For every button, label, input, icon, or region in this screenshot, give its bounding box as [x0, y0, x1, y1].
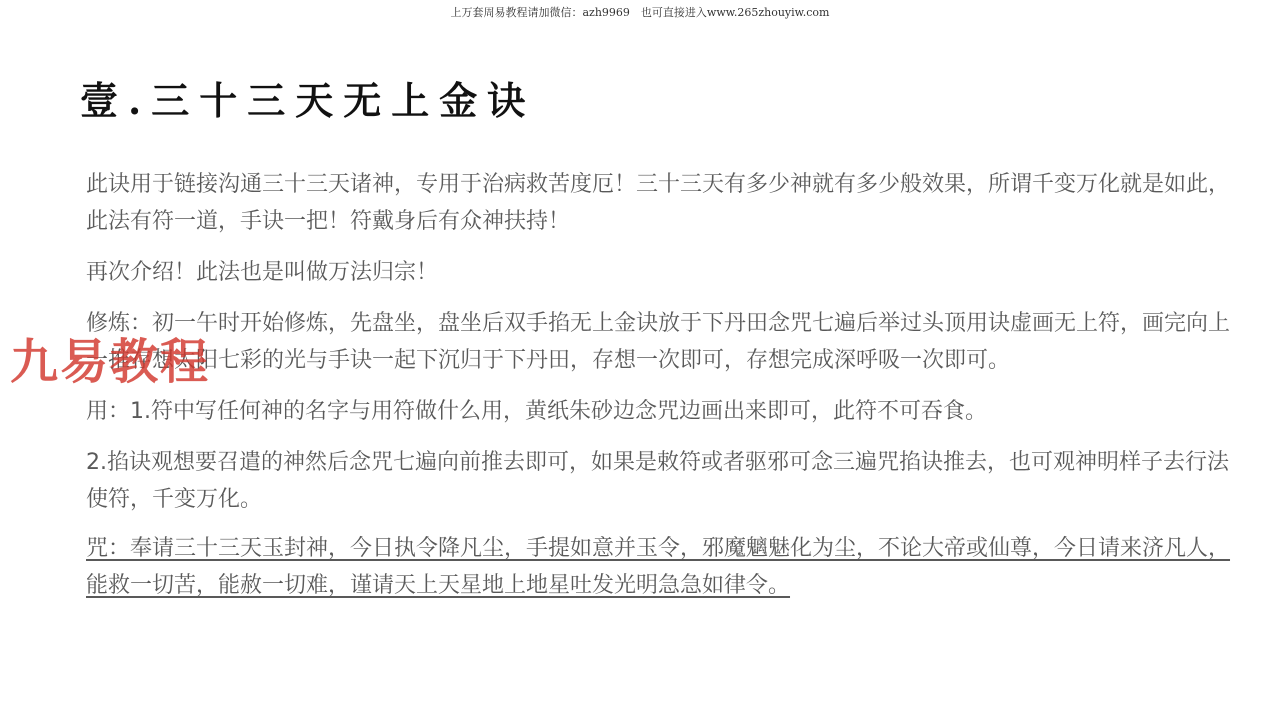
paragraph-use-2: 2.掐诀观想要召遣的神然后念咒七遍向前推去即可，如果是敕符或者驱邪可念三遍咒掐诀推去，也可观神明样子去行法使符，千变万化。 — [86, 450, 1229, 512]
page-title: 壹.三十三天无上金诀 — [80, 78, 536, 123]
watermark-logo: 九易教程 — [10, 334, 211, 390]
paragraph-practice: 修炼：初一午时开始修炼，先盘坐，盘坐后双手掐无上金诀放于下丹田念咒七遍后举过头顶用诀虚画无上符，画完向上一推存想太阳七彩的光与手诀一起下沉归于下丹田，存想一次即可，存想完成深呼吸一次即可。 — [86, 311, 1231, 373]
paragraph-mantra: 咒：奉请三十三天玉封神，今日执令降凡尘，手提如意并玉令，邪魔魑魅化为尘，不论大帝或仙尊，今日请来济凡人，能救一切苦，能赦一切难，谨请天上天星地上地星吐发光明急急如律令。 — [86, 536, 1231, 598]
paragraph-reintro: 再次介绍！此法也是叫做万法归宗！ — [86, 260, 439, 285]
paragraph-use-1: 用：1.符中写任何神的名字与用符做什么用，黄纸朱砂边念咒边画出来即可，此符不可吞食。 — [86, 399, 987, 424]
paragraph-intro: 此诀用于链接沟通三十三天诸神，专用于治病救苦度厄！三十三天有多少神就有多少般效果，所谓千变万化就是如此，此法有符一道，手诀一把！符戴身后有众神扶持！ — [86, 172, 1231, 234]
top-banner: 上万套周易教程请加微信：azh9969 也可直接进入www.265zhouyiw.com — [450, 6, 830, 19]
document-body — [86, 166, 1236, 604]
